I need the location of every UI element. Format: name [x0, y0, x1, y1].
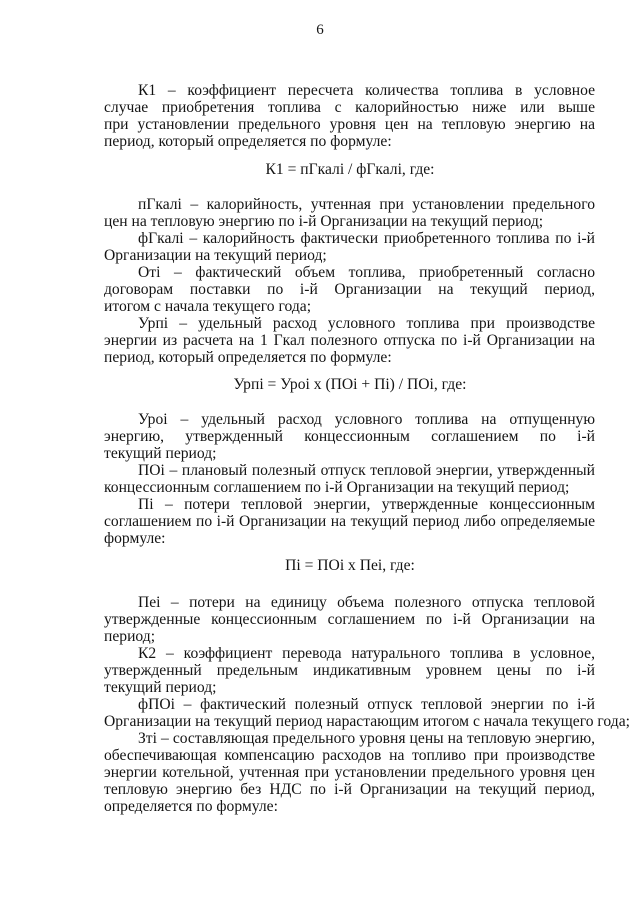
text-line: договорам поставки по i-й Организации на текущий период,: [104, 281, 595, 298]
text-line: при установлении предельного уровня цен на тепловую энергию на: [104, 116, 595, 133]
text-line: фГкалi – калорийность фактически приобретенного топлива по i-й: [138, 230, 595, 247]
text-line: соглашением по i-й Организации на текущий период либо определяемые: [104, 513, 595, 530]
text-line: энергию, утвержденный концессионным соглашением по i-й: [104, 428, 595, 445]
text-line: Организации на текущий период нарастающим итогом с начала текущего года;: [104, 713, 630, 730]
text-line: итогом с начала текущего года;: [104, 298, 312, 315]
text-line: текущий период;: [104, 445, 217, 462]
text-line: тепловую энергию без НДС по i-й Организации на текущий период,: [104, 781, 595, 798]
text-line: утвержденные концессионным соглашением по i-й Организации на: [104, 611, 595, 628]
text-line: Пi – потери тепловой энергии, утвержденные концессионным: [138, 496, 595, 513]
text-line: энергии котельной, учтенная при установлении предельного уровня цен: [104, 764, 595, 781]
text-line: период;: [104, 628, 156, 645]
text-line: утвержденный предельным индикативным уровнем цены по i-й: [104, 662, 595, 679]
text-line: фПОi – фактический полезный отпуск тепловой энергии по i-й: [138, 696, 595, 713]
text-line: Зтi – составляющая предельного уровня цены на тепловую энергию,: [138, 730, 595, 747]
text-line: ПОi – плановый полезный отпуск тепловой энергии, утвержденный: [138, 462, 595, 479]
text-line: обеспечивающая компенсацию расходов на топливо при производстве: [104, 747, 595, 764]
formula-k1: К1 = пГкалi / фГкалi, где:: [265, 161, 435, 178]
text-line: период, который определяется по формуле:: [104, 133, 392, 150]
formula-urp: Урпi = Уроi х (ПОi + Пi) / ПОi, где:: [233, 376, 467, 393]
text-line: Уроi – удельный расход условного топлива на отпущенную: [138, 411, 595, 428]
text-line: Отi – фактический объем топлива, приобретенный согласно: [138, 264, 595, 281]
text-line: случае приобретения топлива с калорийностью ниже или выше: [104, 99, 595, 116]
text-line: К1 – коэффициент пересчета количества топлива в условное: [138, 82, 595, 99]
text-line: К2 – коэффициент перевода натурального топлива в условное,: [138, 645, 595, 662]
text-line: Урпi – удельный расход условного топлива при производстве: [138, 315, 595, 332]
text-line: Организации на текущий период;: [104, 247, 327, 264]
text-line: пГкалi – калорийность, учтенная при установлении предельного: [138, 196, 595, 213]
text-line: цен на тепловую энергию по i-й Организации на текущий период;: [104, 213, 544, 230]
text-line: концессионным соглашением по i-й Организации на текущий период;: [104, 479, 570, 496]
text-line: период, который определяется по формуле:: [104, 349, 392, 366]
formula-p: Пi = ПОi х Пеi, где:: [285, 557, 415, 574]
text-line: определяется по формуле:: [104, 798, 278, 815]
text-line: текущий период;: [104, 679, 217, 696]
text-line: энергии из расчета на 1 Гкал полезного отпуска по i-й Организации на: [104, 332, 595, 349]
page-number: 6: [316, 22, 324, 38]
text-line: Пеi – потери на единицу объема полезного отпуска тепловой: [138, 594, 595, 611]
text-line: формуле:: [104, 530, 166, 547]
